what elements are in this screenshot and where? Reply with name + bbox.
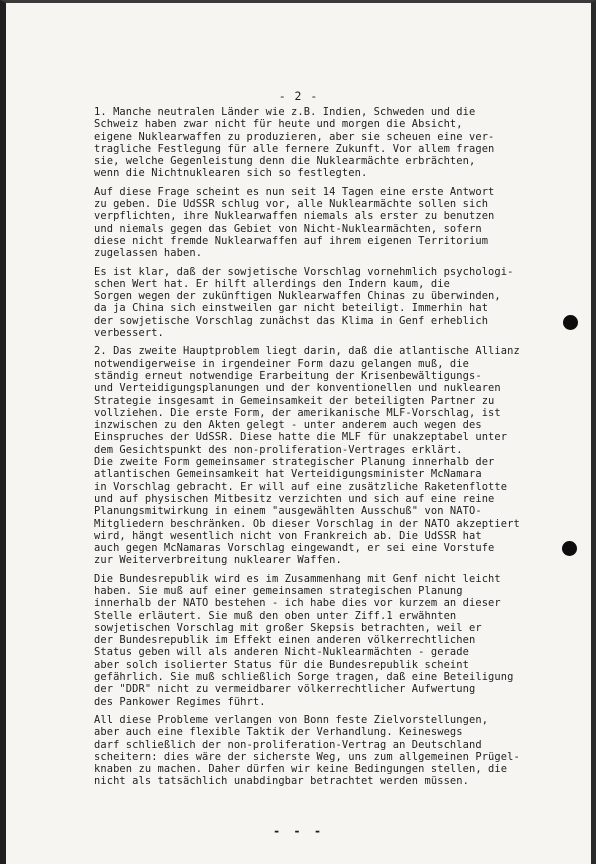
text-line: diese nicht fremde Nuklearwaffen auf ihrem eigenen Territorium	[94, 234, 489, 247]
paragraph	[94, 106, 580, 180]
text-line: inzwischen zu den Akten gelegt - unter anderem auch wegen des	[94, 419, 482, 432]
text-line: nicht als tatsächlich unabdingbar betrachtet werden müssen.	[94, 775, 469, 788]
text-line: und auf physischen Mitbesitz verzichten und sich auf eine reine	[94, 492, 495, 505]
text-line: Sorgen wegen der zukünftigen Nuklearwaffen Chinas zu überwinden,	[94, 290, 501, 303]
text-line: verbessert.	[94, 327, 164, 340]
text-line: zu geben. Die UdSSR schlug vor, alle Nuklearmächte sollen sich	[94, 198, 489, 211]
text-line: der sowjetische Vorschlag zunächst das Klima in Genf erheblich	[94, 314, 489, 327]
punch-hole	[562, 541, 577, 556]
document-body	[94, 106, 580, 788]
text-line: wird, hängt wesentlich nicht von Frankreich ab. Die UdSSR hat	[94, 529, 482, 542]
text-line: Planungsmitwirkung in einem "ausgewählten Ausschuß" von NATO-	[94, 505, 482, 518]
text-line: notwendigerweise in irgendeiner Form dazu gelangen muß, die	[94, 357, 469, 370]
text-line: wenn die Nichtnuklearen sich so festlegten.	[94, 167, 368, 180]
paragraph	[94, 714, 580, 788]
text-line: innerhalb der NATO bestehen - ich habe dies vor kurzem an dieser	[94, 597, 501, 610]
text-line: All diese Probleme verlangen von Bonn feste Zielvorstellungen,	[94, 713, 489, 726]
text-line: gefährlich. Sie muß schließlich Sorge tragen, daß eine Beteiligung	[94, 671, 514, 684]
text-line: ständig erneut notwendige Erarbeitung der Krisenbewältigungs-	[94, 369, 482, 382]
text-line: auch gegen McNamaras Vorschlag eingewandt, er sei eine Vorstufe	[94, 542, 495, 555]
text-line: Strategie insgesamt in Gemeinsamkeit der beteiligten Partner zu	[94, 394, 495, 407]
punch-hole	[563, 315, 578, 330]
text-line: 1. Manche neutralen Länder wie z.B. Indien, Schweden und die	[94, 106, 476, 118]
text-line: eigene Nuklearwaffen zu produzieren, aber sie scheuen eine ver-	[94, 130, 495, 143]
paragraph	[94, 266, 580, 340]
end-marker: - - -	[272, 824, 325, 838]
text-line: haben. Sie muß auf einer gemeinsamen strategischen Planung	[94, 584, 463, 597]
text-line: vollziehen. Die erste Form, der amerikanische MLF-Vorschlag, ist	[94, 406, 501, 419]
text-line: Mitgliedern beschränken. Ob dieser Vorschlag in der NATO akzeptiert	[94, 517, 520, 530]
text-line: scheitern: dies wäre der sicherste Weg, uns zum allgemeinen Prügel-	[94, 750, 520, 763]
text-line: Die Bundesrepublik wird es im Zusammenhang mit Genf nicht leicht	[94, 572, 501, 585]
text-line: Es ist klar, daß der sowjetische Vorschlag vornehmlich psychologi-	[94, 265, 514, 278]
paragraph	[94, 186, 580, 260]
text-line: Auf diese Frage scheint es nun seit 14 Tagen eine erste Antwort	[94, 185, 495, 198]
text-line: in Vorschlag gebracht. Er will auf eine zusätzliche Raketenflotte	[94, 480, 508, 493]
text-line: Die zweite Form gemeinsamer strategischer Planung innerhalb der	[94, 456, 495, 469]
text-line: dem Gesichtspunkt des non-proliferation-Vertrages erklärt.	[94, 443, 463, 456]
text-line: darf schließlich der non-proliferation-Vertrag an Deutschland	[94, 738, 482, 751]
text-line: aber solch isolierter Status für die Bundesrepublik scheint	[94, 658, 469, 671]
text-line: 2. Das zweite Hauptproblem liegt darin, daß die atlantische Allianz	[94, 345, 520, 358]
text-line: verpflichten, ihre Nuklearwaffen niemals als erster zu benutzen	[94, 210, 495, 223]
text-line: Schweiz haben zwar nicht für heute und morgen die Absicht,	[94, 118, 463, 131]
text-line: sie, welche Gegenleistung denn die Nuklearmächte erbrächten,	[94, 155, 476, 168]
text-line: zugelassen haben.	[94, 247, 203, 260]
text-line: Stelle erläutert. Sie muß den oben unter Ziff.1 erwähnten	[94, 609, 457, 622]
text-line: des Pankower Regimes führt.	[94, 695, 266, 708]
text-line: schen Wert hat. Er hilft allerdings den Indern kaum, die	[94, 277, 450, 290]
text-line: Status geben will als anderen Nicht-Nuklearmächten - gerade	[94, 646, 469, 659]
text-line: da ja China sich einstweilen gar nicht beteiligt. Immerhin hat	[94, 302, 489, 315]
text-line: zur Weiterverbreitung nuklearer Waffen.	[94, 554, 342, 567]
text-line: und Verteidigungsplanungen und der konventionellen und nuklearen	[94, 382, 501, 395]
text-line: atlantischen Gemeinsamkeit hat Verteidigungsminister McNamara	[94, 468, 482, 481]
page-number: - 2 -	[278, 89, 319, 103]
text-line: der "DDR" nicht zu vermeidbarer völkerrechtlicher Aufwertung	[94, 683, 476, 696]
paragraph	[94, 345, 580, 566]
text-line: und niemals gegen das Gebiet von Nicht-Nuklearmächten, sofern	[94, 222, 482, 235]
text-line: der Bundesrepublik im Effekt einen anderen völkerrechtlichen	[94, 634, 476, 647]
text-line: Einspruches der UdSSR. Diese hatte die MLF für unakzeptabel unter	[94, 431, 508, 444]
text-line: sowjetischen Vorschlag mit großer Skepsis betrachten, weil er	[94, 621, 482, 634]
paragraph	[94, 573, 580, 708]
text-line: tragliche Festlegung für alle fernere Zukunft. Vor allem fragen	[94, 142, 495, 155]
text-line: knaben zu machen. Daher dürfen wir keine Bedingungen stellen, die	[94, 763, 508, 776]
text-line: aber auch eine flexible Taktik der Verhandlung. Keineswegs	[94, 726, 463, 739]
